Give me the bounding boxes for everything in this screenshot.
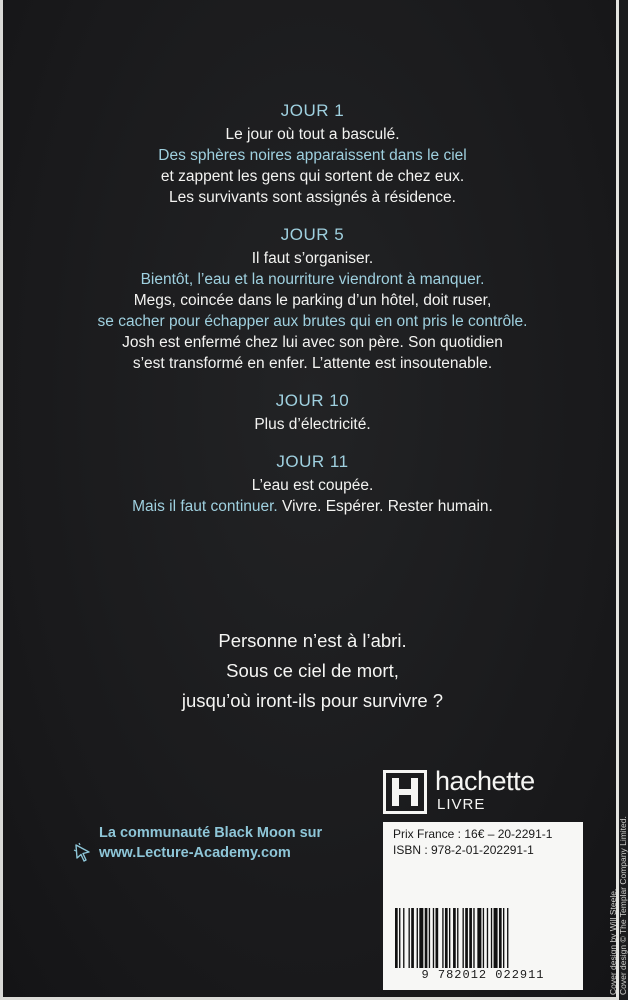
tagline-line: Sous ce ciel de mort,	[226, 660, 399, 681]
community-link[interactable]	[99, 823, 322, 863]
synopsis-line: L’eau est coupée.	[251, 477, 374, 494]
day-11-section	[3, 449, 622, 517]
synopsis-highlight: Mais il faut continuer.	[132, 498, 278, 515]
day-10-section	[3, 388, 622, 435]
synopsis-line-highlight: Bientôt, l’eau et la nourriture viendront à manquer.	[140, 271, 485, 288]
price: Prix France : 16€ – 20-2291-1	[393, 827, 553, 841]
synopsis-line-mixed	[3, 496, 622, 517]
publisher-name: hachette	[435, 766, 535, 796]
barcode-image	[391, 908, 575, 968]
isbn: ISBN : 978-2-01-202291-1	[393, 843, 534, 857]
cursor-pointer-icon	[73, 842, 95, 864]
credit-line: Cover design by Will Steele.	[608, 888, 618, 995]
hachette-h-logo-icon	[383, 770, 427, 814]
day-title: JOUR 1	[280, 101, 345, 120]
day-title: JOUR 11	[276, 452, 349, 471]
synopsis-line: s’est transformé en enfer. L’attente est insoutenable.	[132, 355, 493, 372]
synopsis-rest: Vivre. Espérer. Rester humain.	[277, 498, 493, 515]
day-title: JOUR 10	[275, 391, 350, 410]
credit-line: Cover design © The Templar Company Limited.	[618, 816, 628, 995]
community-url[interactable]: www.Lecture-Academy.com	[99, 845, 291, 861]
synopsis-line: Les survivants sont assignés à résidence.	[169, 189, 456, 206]
publisher-logo	[383, 766, 583, 816]
community-text: La communauté Black Moon sur	[99, 825, 323, 841]
synopsis-line-highlight: Des sphères noires apparaissent dans le ciel	[158, 147, 467, 164]
barcode-panel	[383, 822, 583, 990]
day-1-section	[3, 98, 622, 208]
tagline-line: jusqu’où iront-ils pour survivre ?	[181, 690, 444, 711]
synopsis-line-highlight: se cacher pour échapper aux brutes qui en ont pris le contrôle.	[97, 313, 528, 330]
day-title: JOUR 5	[280, 225, 345, 244]
publisher-sub: LIVRE	[437, 796, 486, 813]
tagline	[3, 626, 622, 716]
cover-credits	[608, 816, 628, 995]
synopsis	[3, 98, 622, 531]
barcode-digits: 9 782012 022911	[421, 968, 545, 982]
synopsis-line: Josh est enfermé chez lui avec son père. Son quotidien	[122, 334, 503, 351]
day-5-section	[3, 222, 622, 374]
synopsis-line: Megs, coincée dans le parking d’un hôtel, doit ruser,	[133, 292, 492, 309]
synopsis-line: Le jour où tout a basculé.	[225, 126, 400, 143]
tagline-line: Personne n’est à l’abri.	[218, 630, 407, 651]
synopsis-line: et zappent les gens qui sortent de chez eux.	[160, 168, 465, 185]
synopsis-line: Il faut s’organiser.	[251, 250, 374, 267]
synopsis-line: Plus d’électricité.	[254, 416, 371, 433]
